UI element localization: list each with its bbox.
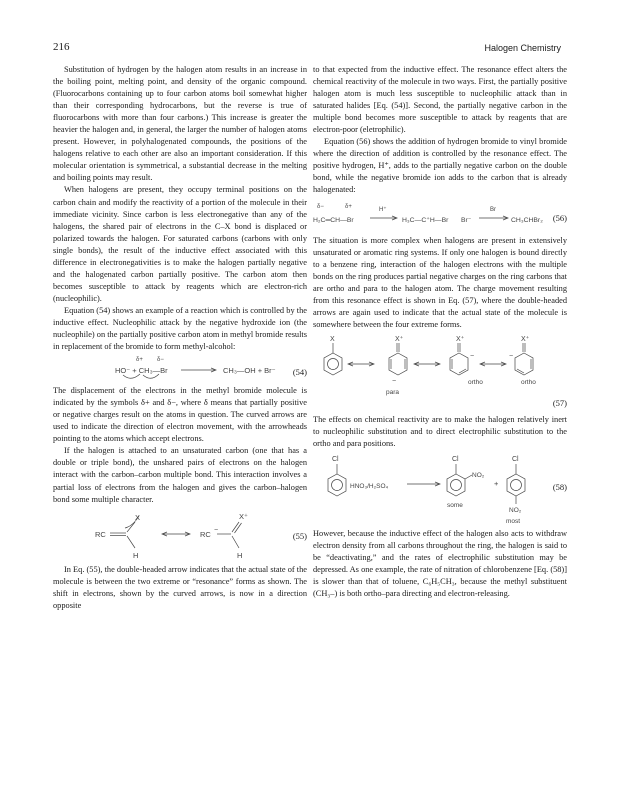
equation-58 [313,450,567,528]
paragraph-reactivity: The effects on chemical reactivity are to make the halogen relatively inert to nucleophilic substitution and to direct electrophilic substitution to the ortho and para positions. [313,414,567,448]
eq57-benzene-para [386,335,407,396]
eq58-cl-1: Cl [332,456,339,464]
eq57-ortho-minus-1: − [470,352,475,360]
running-title: Halogen Chemistry [484,43,561,53]
paragraph-inductive-effect: When halogens are present, they occupy terminal positions on the carbon chain and modify the reactivity of a portion of the molecule in their immediate vicinity. Since carbon is less electronegative than any of the halogens, the shared pair of electrons in the C–X bond is displaced or polarized towards the halogen. For saturated carbons (carbons with only single bonds), the result of the inductive effect associated with this difference in electronegativities is to make the halogen partially negative and the halogenated carbon partially positive. The carbon atom then becomes susceptible to attack by reagents which are electron-rich (nucleophilic). [53,185,307,303]
eq55-minus: − [214,526,219,534]
left-column [53,64,307,612]
eq56-reagent: H⁺ [379,206,387,213]
equation-55-drawing [53,506,307,564]
paragraph-eq56-intro: Equation (56) shows the addition of hydrogen bromide to vinyl bromide where the direction of addition is controlled by the resonance effect. The positive hydrogen, H⁺, adds to the partially negative carbon on the double bond, while the negative bromide ion adds to the carbon that is already halogenated: [313,137,567,195]
equation-55 [53,506,307,564]
eq56-delta-plus: δ+ [345,203,352,210]
eq57-benzene-1 [324,336,342,375]
eq54-products: CH₃—OH + Br⁻ [223,366,276,376]
toluene-formula: C₆H₅CH₃ [422,577,455,587]
eq58-no2-ortho: NO₂ [472,472,485,480]
eq57-atom-3: X⁺ [456,335,465,343]
eq58-chlorobenzene [328,456,346,496]
eq56-product: CH₃CHBr₂ [511,216,543,224]
eq58-cl-2: Cl [452,456,459,464]
eq56-bromide: Br⁻ [461,216,472,224]
eq57-para-minus: − [392,377,397,385]
eq58-label-some: some [447,502,463,510]
eq57-benzene-ortho-2 [509,335,536,386]
eq57-label-ortho-2: ortho [521,378,536,386]
right-column [313,64,567,600]
equation-58-drawing [313,450,567,528]
paragraph-unsaturated: If the halogen is attached to an unsaturated carbon (one that has a double or triple bond), the unshared pairs of electrons on the halogen interact with the carbon–carbon multiple bond. This interaction involves a partial loss of electrons from the halogen and gives the carbon–halogen bond some multiple character. [53,446,307,504]
eq58-plus: + [494,479,499,489]
eq56-delta-minus: δ− [317,203,324,210]
equation-56 [313,197,567,235]
eq57-ortho-minus-2: − [509,352,514,360]
eq57-atom-2: X⁺ [395,335,404,343]
eq54-reactants: HO⁻ + CH₃—Br [115,366,168,376]
eq54-number: (54) [292,367,307,378]
eq55-right-bond-x-a [232,522,239,532]
paragraph-resonance-effect: to that expected from the inductive effect. The resonance effect alters the chemical reactivity of the molecule in two ways. First, the partially positive halogen atom is much less susceptible to nucleophilic attack than in saturated halides [Eq. (54)]. Second, the partially negative carbon in the multiple bond becomes more susceptible to attack by reagents that are electron-poor (eletrophilic). [313,65,567,135]
eq58-label-most: most [506,518,521,526]
equation-56-drawing [313,197,567,235]
eq57-atom-1: X [330,335,335,343]
equation-57 [313,331,567,414]
equation-57-drawing [313,331,567,414]
paragraph-deactivating [313,528,567,600]
eq55-right-bond-h [232,536,239,548]
eq55-left-r: RC [95,529,106,539]
paragraph-eq54-intro: Equation (54) shows an example of a reaction which is controlled by the inductive effect. Nucleophilic attack by the negative hydroxide ion (the nucleophile) on the partially positive carbon atom in methyl bromide results in replacement of the bromide to form methyl-alcohol: [53,305,307,352]
eq55-right-x-plus: X⁺ [239,511,248,521]
eq58-para-product [506,456,525,525]
equation-54 [53,353,307,385]
eq55-right-bond-x-b [235,523,242,533]
eq58-number: (58) [552,482,567,493]
eq55-number: (55) [292,530,307,541]
eq57-number: (57) [552,397,567,408]
deactivating-text: However, because the inductive effect of the halogen also acts to withdraw electron density from all carbons throughout the ring, the halogen is said to be “deactivating,” and the rates of electrophilic substitution may be depressed. As one example, the rate of nitration of chlorobenzene [Eq. (58)] is slower than that of toluene, [313,529,567,587]
paragraph-boiling-points: Substitution of hydrogen by the halogen atom results in an increase in the boiling point, melting point, and density of the organic compound. (Fluorocarbons containing up to four carbon atoms boil somewhat higher than their corresponding hydrocarbons, but the reverse is true of fluorocarbons with more than four carbons.) This increase is greater the heavier the halogen and, in general, the larger the number of halogen atoms present. However, in polyhalogenated compounds, the positions of the halogens relative to each other are also an important consideration. If this molecular orientation is symmetrical, a substantial decrease in the melting and boiling points may result. [53,65,307,183]
eq56-over-arrow: Br [490,206,496,213]
eq57-benzene-ortho-1 [450,335,483,386]
eq56-reactant: H₂C═CH—Br [313,216,354,224]
deactivating-text-end: , because the methyl substituent (CH₃–) is both ortho–para directing and electron-releasing. [313,577,567,599]
eq58-cl-3: Cl [512,456,519,464]
eq57-label-para: para [386,388,400,396]
eq54-delta-plus: δ+ [136,357,143,364]
page-number: 216 [53,41,70,53]
eq56-intermediate: H₃C—C⁺H—Br [402,216,449,224]
equation-54-drawing [53,353,307,385]
eq55-left-h: H [133,550,139,560]
paragraph-delta-symbols: The displacement of the electrons in the methyl bromide molecule is indicated by the symbols δ+ and δ−, where δ means that partially positive or negative charges result on the atoms in question. The curved arrows are used to indicate the direction of electron movement, with the arrowheads pointing to the atoms which accept electrons. [53,386,307,444]
eq58-ortho-product [447,456,485,509]
eq57-label-ortho-1: ortho [468,378,483,386]
eq55-right-r: RC [200,529,211,539]
eq55-left-bond-h [127,536,135,548]
paragraph-aromatic: The situation is more complex when halogens are present in extensively unsaturated or aromatic ring systems. If only one halogen is bound directly to a benzene ring, interaction of the halogen electrons with the multiple bonds on the ring produces partial negative charges on the ring carbons that are ortho and para to the halogen atom. The charge movement resulting from this resonance effect is shown in Eq. (57), where the double-headed arrows are again used to indicate that the actual state of the molecule is somewhere between the four extreme forms. [313,235,567,329]
eq58-reagent: HNO₃/H₂SO₄ [350,483,389,491]
paragraph-resonance-forms: In Eq. (55), the double-headed arrow indicates that the actual state of the molecule is between the two extreme or “resonance” forms as shown. The shift in electrons, shown by the curved arrows, is now in a direction opposite [53,564,307,610]
eq54-delta-minus: δ− [157,357,164,364]
eq55-left-x: X [135,512,141,522]
eq57-atom-4: X⁺ [521,335,530,343]
eq58-no2-para: NO₂ [509,507,522,515]
eq56-number: (56) [552,212,567,223]
eq55-right-h: H [237,550,243,560]
